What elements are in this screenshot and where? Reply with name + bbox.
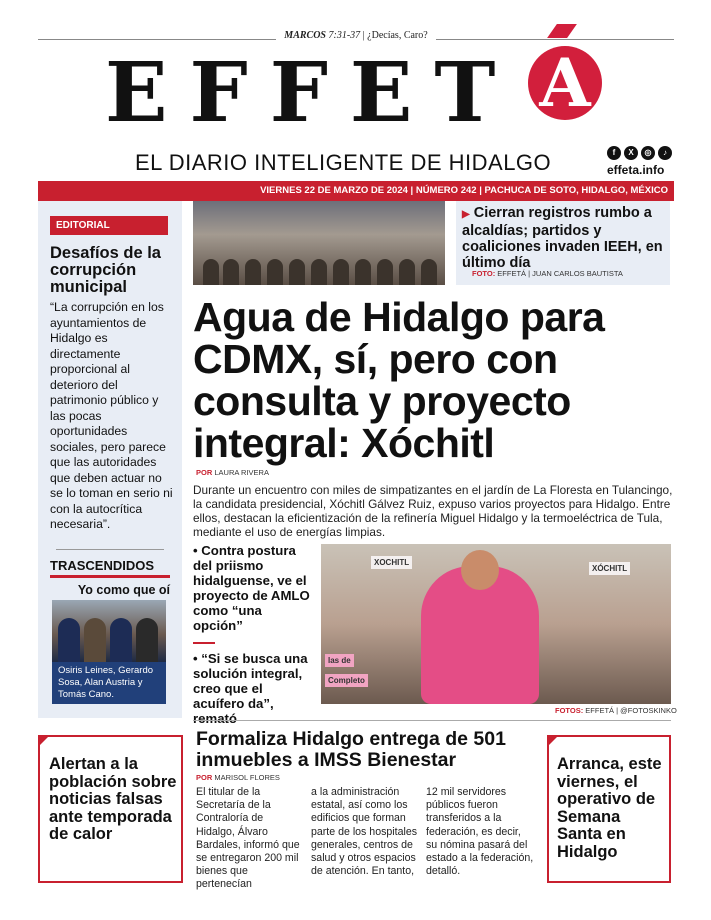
main-photo[interactable] [321, 544, 671, 704]
teaser-photo-credit [472, 269, 623, 278]
teaser-photo[interactable] [193, 201, 445, 285]
box-corner [38, 735, 50, 747]
verse-label: MARCOS [284, 30, 326, 41]
photo-sign: las de [325, 654, 354, 667]
trascendidos-caption: Osiris Leines, Gerardo Sosa, Alan Austria y Tomás Cano. [52, 662, 166, 704]
tiktok-icon[interactable]: ♪ [658, 146, 672, 160]
divider [193, 720, 671, 721]
date-band: VIERNES 22 DE MARZO DE 2024 | NÚMERO 242 | PACHUCA DE SOTO, HIDALGO, MÉXICO [38, 181, 674, 201]
by-prefix: POR [196, 468, 213, 477]
tagline: EL DIARIO INTELIGENTE DE HIDALGO [135, 150, 552, 175]
teaser-headline[interactable] [462, 205, 668, 271]
photo-prefix: FOTO: [472, 269, 496, 278]
by-prefix: POR [196, 773, 213, 782]
photo-sign: Completo [325, 674, 368, 687]
verse-quote: ¿Decías, Caro? [367, 30, 428, 41]
box-corner [547, 735, 559, 747]
social-icons [607, 146, 672, 160]
editorial-text: “La corrupción en los ayuntamientos de Hidalgo es directamente proporcional al deterioro del patrimonio público y las pocas oportunidades sociales, pero parece que las autoridades que deben actuar no se lo toman en serio ni con la autocrítica necesaria”. [50, 300, 173, 531]
second-col-1: El titular de la Secretaría de la Contraloría de Hidalgo, Álvaro Bardales, informó que se entregaron 200 mil bienes que pertenecían [196, 786, 300, 891]
logo-accent-letter: A [528, 46, 602, 120]
trascendidos-label: TRASCENDIDOS [50, 558, 170, 578]
bullet-2: • “Si se busca una solución integral, creo que el acuífero da”, remató [193, 651, 315, 726]
divider [56, 549, 164, 550]
main-lead: Durante un encuentro con miles de simpatizantes en el jardín de La Floresta en Tulancingo, la candidata presidencial, Xóchitl Gálvez Ruiz, expuso varios proyectos para Hidalgo. Entre ellos, destacan la eficientización de la refinería Miguel Hidalgo y la termoeléctrica de Tula, mediante el uso de energías limpias. [193, 483, 673, 539]
logo[interactable]: EFFET [105, 45, 518, 141]
left-box-headline[interactable]: Alertan a la población sobre noticias falsas ante temporada de calor [49, 755, 177, 843]
top-line: MARCOS 7:31-37 | ¿Decías, Caro? [38, 30, 674, 48]
editorial-label: EDITORIAL [50, 216, 168, 235]
main-photo-credit [555, 706, 677, 715]
photo-sign: XÓCHITL [589, 562, 630, 575]
trascendidos-title[interactable]: Yo como que oí [77, 583, 170, 597]
author: MARISOL FLORES [214, 773, 280, 782]
photo-prefix: FOTOS: [555, 706, 584, 715]
photo-credit-text: EFFETÁ | @FOTOSKINKO [585, 706, 677, 715]
second-col-2: a la administración estatal, así como los edificios que forman parte de los hospitales generales, centros de salud y otros espacios de atención. En tanto, [311, 786, 418, 878]
verse-ref: 7:31-37 [328, 30, 361, 41]
bullet-1: • Contra postura del priismo hidalguense, ve el proyecto de AMLO como “una opción” [193, 543, 310, 633]
site-url[interactable]: effeta.info [607, 163, 665, 177]
main-byline [196, 468, 269, 477]
candidate-head [461, 550, 499, 590]
second-byline [196, 773, 280, 782]
main-headline[interactable]: Agua de Hidalgo para CDMX, sí, pero con consulta y proyecto integral: Xóchitl [193, 294, 605, 466]
second-col-3: 12 mil servidores públicos fueron transferidos a la federación, es decir, su nómina pasará del estado a la federación, detalló. [426, 786, 534, 878]
right-box-headline[interactable]: Arranca, este viernes, el operativo de Semana Santa en Hidalgo [557, 755, 662, 861]
photo-sign: XOCHITL [371, 556, 412, 569]
x-icon[interactable]: X [624, 146, 638, 160]
instagram-icon[interactable]: ◎ [641, 146, 655, 160]
photo-credit-text: EFFETÁ | JUAN CARLOS BAUTISTA [497, 269, 623, 278]
facebook-icon[interactable]: f [607, 146, 621, 160]
author: LAURA RIVERA [214, 468, 269, 477]
main-bullets [193, 543, 315, 726]
teaser-headline-text[interactable]: Cierran registros rumbo a alcaldías; partidos y coaliciones invaden IEEH, en último día [462, 205, 663, 271]
second-headline[interactable]: Formaliza Hidalgo entrega de 501 inmuebles a IMSS Bienestar [196, 728, 506, 771]
editorial-title[interactable]: Desafíos de la corrupción municipal [50, 244, 161, 296]
arrow-icon: ▶ [462, 209, 470, 220]
trascendidos-photo [52, 600, 166, 662]
